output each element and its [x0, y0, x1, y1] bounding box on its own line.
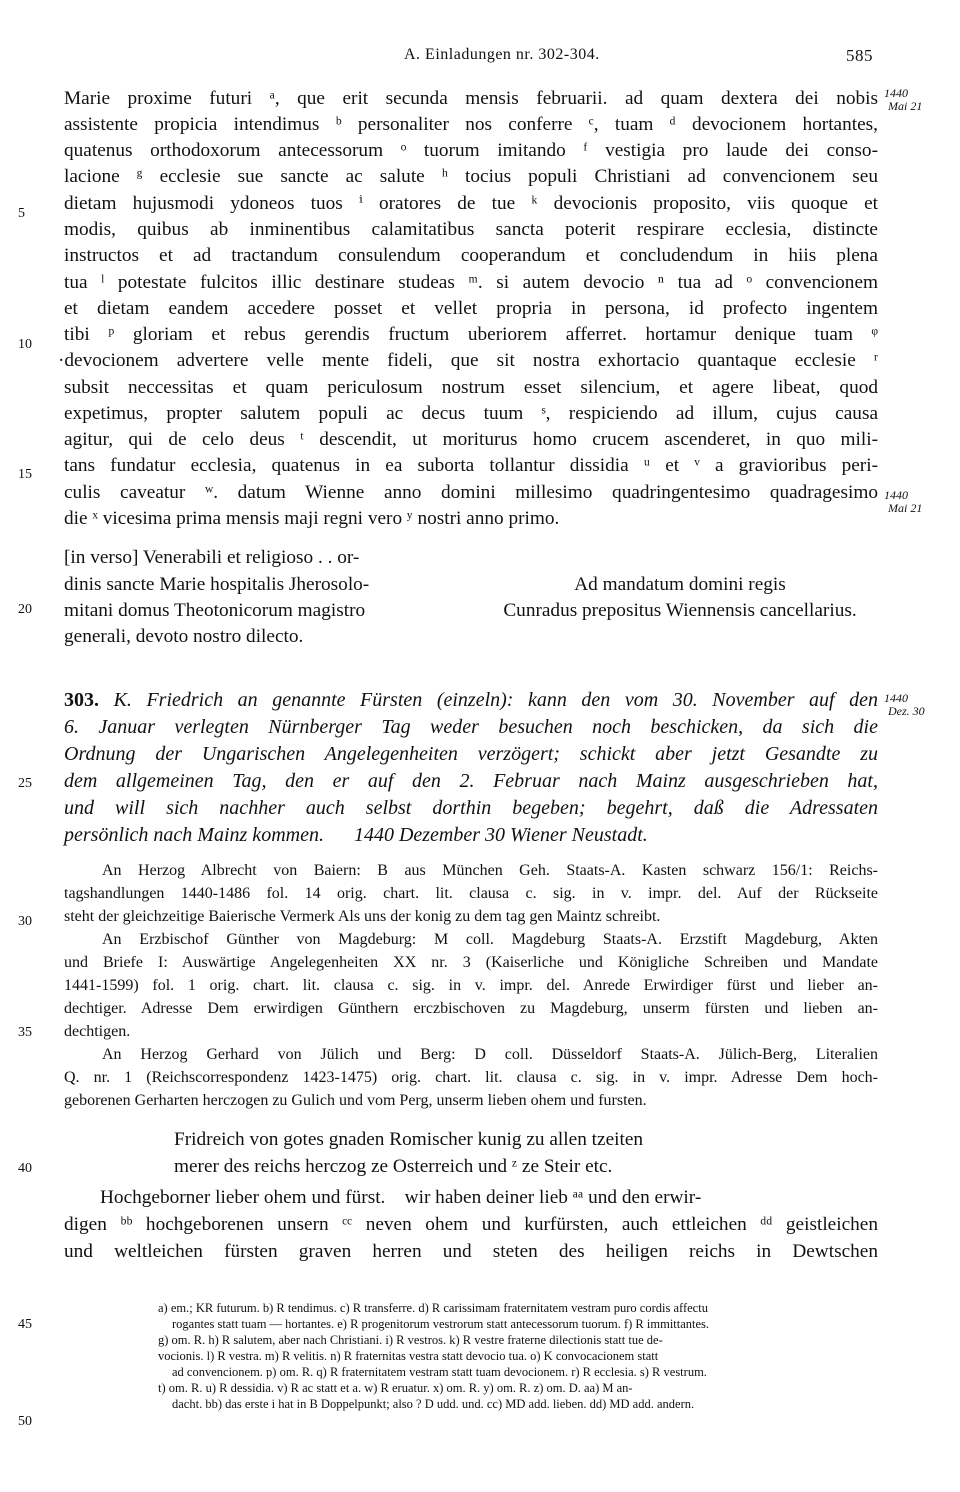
line-number: 25 [18, 776, 32, 791]
source-line: dechtigen. [64, 1023, 131, 1040]
line-number: 10 [18, 337, 32, 352]
letter-line: quatenus orthodoxorum antecessorum ᵒ tuorum imitando ᶠ vestigia pro laude dei conso- [64, 140, 878, 161]
source-line: und Briefe I: Auswärtige Angelegenheiten XX nr. 3 (Kaiserliche und Königliche Schreiben und Mandate [64, 954, 878, 971]
source-line: steht der gleichzeitige Baierische Vermerk Als uns der konig zu dem tag gen Maintz schreibt. [64, 908, 661, 925]
entry-heading-line: dem allgemeinen Tag, den er auf den 2. Februar nach Mainz ausgeschrieben hat, [64, 770, 878, 792]
source-line: dechtiger. Adresse Dem erwirdigen Günthern erczbischoven zu Magdeburg, unserm fürsten und lieben an- [64, 1000, 878, 1017]
letter-line: die ˣ vicesima prima mensis maji regni vero ʸ nostri anno primo. [64, 508, 560, 529]
letter-line: Marie proxime futuri ᵃ, que erit secunda mensis februarii. ad quam dextera dei nobis [64, 88, 878, 109]
source-line: 1441-1599) fol. 1 orig. chart. lit. clausa c. sig. in v. impr. del. Anrede Erwirdiger fürst und lieber an- [64, 977, 878, 994]
margin-date-note: 1440 Mai 21 [884, 488, 923, 515]
intitulatio-line: merer des reichs herczog ze Osterreich und ᶻ ze Steir etc. [174, 1156, 613, 1177]
line-number: 40 [18, 1161, 32, 1176]
letter-line: subsit neccessitas et quam periculosum nostrum esset silencium, et agere libeat, quod [64, 377, 878, 398]
entry-heading-line: 6. Januar verlegten Nürnberger Tag weder besuchen noch beschicken, da sich die [64, 716, 878, 738]
margin-date-note: 1440 Mai 21 [884, 86, 923, 113]
entry-heading-line: persönlich nach Mainz kommen. 1440 Dezember 30 Wiener Neustadt. [64, 824, 648, 846]
verso-line: generali, devoto nostro dilecto. [64, 626, 304, 647]
footnote-line: ad convencionem. p) om. R. q) R fraternitatem vestram statt tuam devocionem. r) R ecclesia. s) R vestrum. [172, 1365, 707, 1379]
entry-heading-line: und will sich nachher auch selbst dorthin begeben; begehrt, daß die Adressaten [64, 797, 878, 819]
letter-line-german: und weltleichen fürsten graven herren und steten des heiligen reichs in Dewtschen [64, 1241, 878, 1262]
letter-line: instructos et ad tractandum consulendum cooperandum et concludendum in hiis plena [64, 245, 878, 266]
intitulatio-line: Fridreich von gotes gnaden Romischer kunig zu allen tzeiten [174, 1129, 644, 1150]
source-line: geborenen Gerharten herczogen zu Gulich und vom Perg, unserm lieben ohem und fursten. [64, 1092, 647, 1109]
chancery-note: Cunradus prepositus Wiennensis cancellarius. [503, 600, 857, 621]
line-number: 15 [18, 467, 32, 482]
footnote-line: rogantes statt tuam — hortantes. e) R progenitorum vestrorum statt antecessorum tuorum. f) R immittantes. [172, 1317, 710, 1331]
source-line: An Erzbischof Günther von Magdeburg: M coll. Magdeburg Staats-A. Erzstift Magdeburg, Akten [102, 931, 878, 948]
source-line: An Herzog Albrecht von Baiern: B aus München Geh. Staats-A. Kasten schwarz 156/1: Reichs- [102, 862, 878, 879]
letter-line: et dietam eandem accedere posset et vellet propria in persona, id profecto ingentem [64, 298, 878, 319]
letter-line: agitur, qui de celo deus ᵗ descendit, ut moriturus homo crucem ascenderet, in quo mili- [64, 429, 878, 450]
letter-line: modis, quibus ab inminentibus calamitatibus sancta poterit respirare ecclesia, distincte [64, 219, 878, 240]
source-line: Q. nr. 1 (Reichscorrespondenz 1423-1475) orig. chart. lit. clausa c. sig. in v. impr. Adresse Dem hoch- [64, 1069, 878, 1086]
margin-date-note: 1440 Dez. 30 [884, 691, 925, 718]
source-line: An Herzog Gerhard von Jülich und Berg: D coll. Düsseldorf Staats-A. Jülich-Berg, Literalien [102, 1046, 878, 1063]
line-number: 30 [18, 914, 32, 929]
letter-line: tans fundatur ecclesia, quatenus in ea suborta tollantur dissidia ᵘ et ᵛ a gravioribus peri- [64, 455, 878, 476]
line-number: 35 [18, 1025, 32, 1040]
entry-number: 303. [64, 689, 99, 711]
line-number: 45 [18, 1317, 32, 1332]
footnote-line: dacht. bb) das erste i hat in B Doppelpunkt; also ? D udd. und. cc) MD add. lieben. dd) MD add. andern. [172, 1397, 695, 1411]
header-title: A. Einladungen nr. 302-304. [404, 46, 600, 63]
footnote-line: a) em.; KR futurum. b) R tendimus. c) R transferre. d) R carissimam fraternitatem vestram puro cordis affectu [158, 1301, 708, 1315]
footnote-line: g) om. R. h) R salutem, aber nach Christiani. i) R vestros. k) R vestre fraterne dilectionis statt tue de- [158, 1333, 663, 1347]
letter-line: tibi ᵖ gloriam et rebus gerendis fructum uberiorem afferret. hortamur denique tuam ᵠ [64, 324, 878, 345]
verso-line: [in verso] Venerabili et religioso . . or- [64, 547, 360, 568]
running-header [0, 46, 960, 70]
footnote-line: t) om. R. u) R dessidia. v) R ac statt et a. w) R eruatur. x) om. R. y) om. R. z) om. D. aa) M an- [158, 1381, 633, 1395]
line-number: 50 [18, 1414, 32, 1429]
page-number: 585 [846, 46, 873, 65]
chancery-note: Ad mandatum domini regis [574, 574, 786, 595]
letter-line-german: Hochgeborner lieber ohem und fürst. wir haben deiner lieb ᵃᵃ und den erwir- [100, 1187, 702, 1208]
entry-heading-line: 303. K. Friedrich an genannte Fürsten (einzeln): kann den vom 30. November auf den [64, 689, 879, 711]
letter-line-german: digen ᵇᵇ hochgeborenen unsern ᶜᶜ neven ohem und kurfürsten, auch ettleichen ᵈᵈ geistleichen [64, 1214, 878, 1235]
letter-line: tua ˡ potestate fulcitos illic destinare studeas ᵐ. si autem devocio ⁿ tua ad ᵒ convencionem [64, 272, 878, 293]
line-number: 20 [18, 602, 32, 617]
entry-heading-line: Ordnung der Ungarischen Angelegenheiten verzögert; schickt aber jetzt Gesandte zu [64, 743, 878, 765]
line-number: 5 [18, 206, 25, 221]
letter-line: expetimus, propter salutem populi ac decus tuum ˢ, respiciendo ad illum, cujus causa [64, 403, 878, 424]
source-line: tagshandlungen 1440-1486 fol. 14 orig. chart. lit. clausa c. sig. in v. impr. del. Auf der Rückseite [64, 885, 878, 902]
letter-line: assistente propicia intendimus ᵇ personaliter nos conferre ᶜ, tuam ᵈ devocionem hortantes, [64, 114, 878, 135]
letter-line: culis caveatur ʷ. datum Wienne anno domini millesimo quadringentesimo quadragesimo [64, 482, 878, 503]
letter-line: lacione ᵍ ecclesie sue sancte ac salute ʰ tocius populi Christiani ad convencionem seu [64, 166, 878, 187]
verso-line: mitani domus Theotonicorum magistro [64, 600, 366, 621]
letter-line: dietam hujusmodi ydoneos tuos ⁱ oratores de tue ᵏ devocionis proposito, viis quoque et [64, 193, 878, 214]
verso-line: dinis sancte Marie hospitalis Jherosolo- [64, 574, 370, 595]
footnote-line: vocionis. l) R vestra. m) R velitis. n) R fraternitas vestra statt devocio tua. o) K convocacionem statt [158, 1349, 659, 1363]
letter-line: ·devocionem advertere velle mente fideli, que sit nostra exhortacio quantaque ecclesie ʳ [58, 350, 878, 371]
